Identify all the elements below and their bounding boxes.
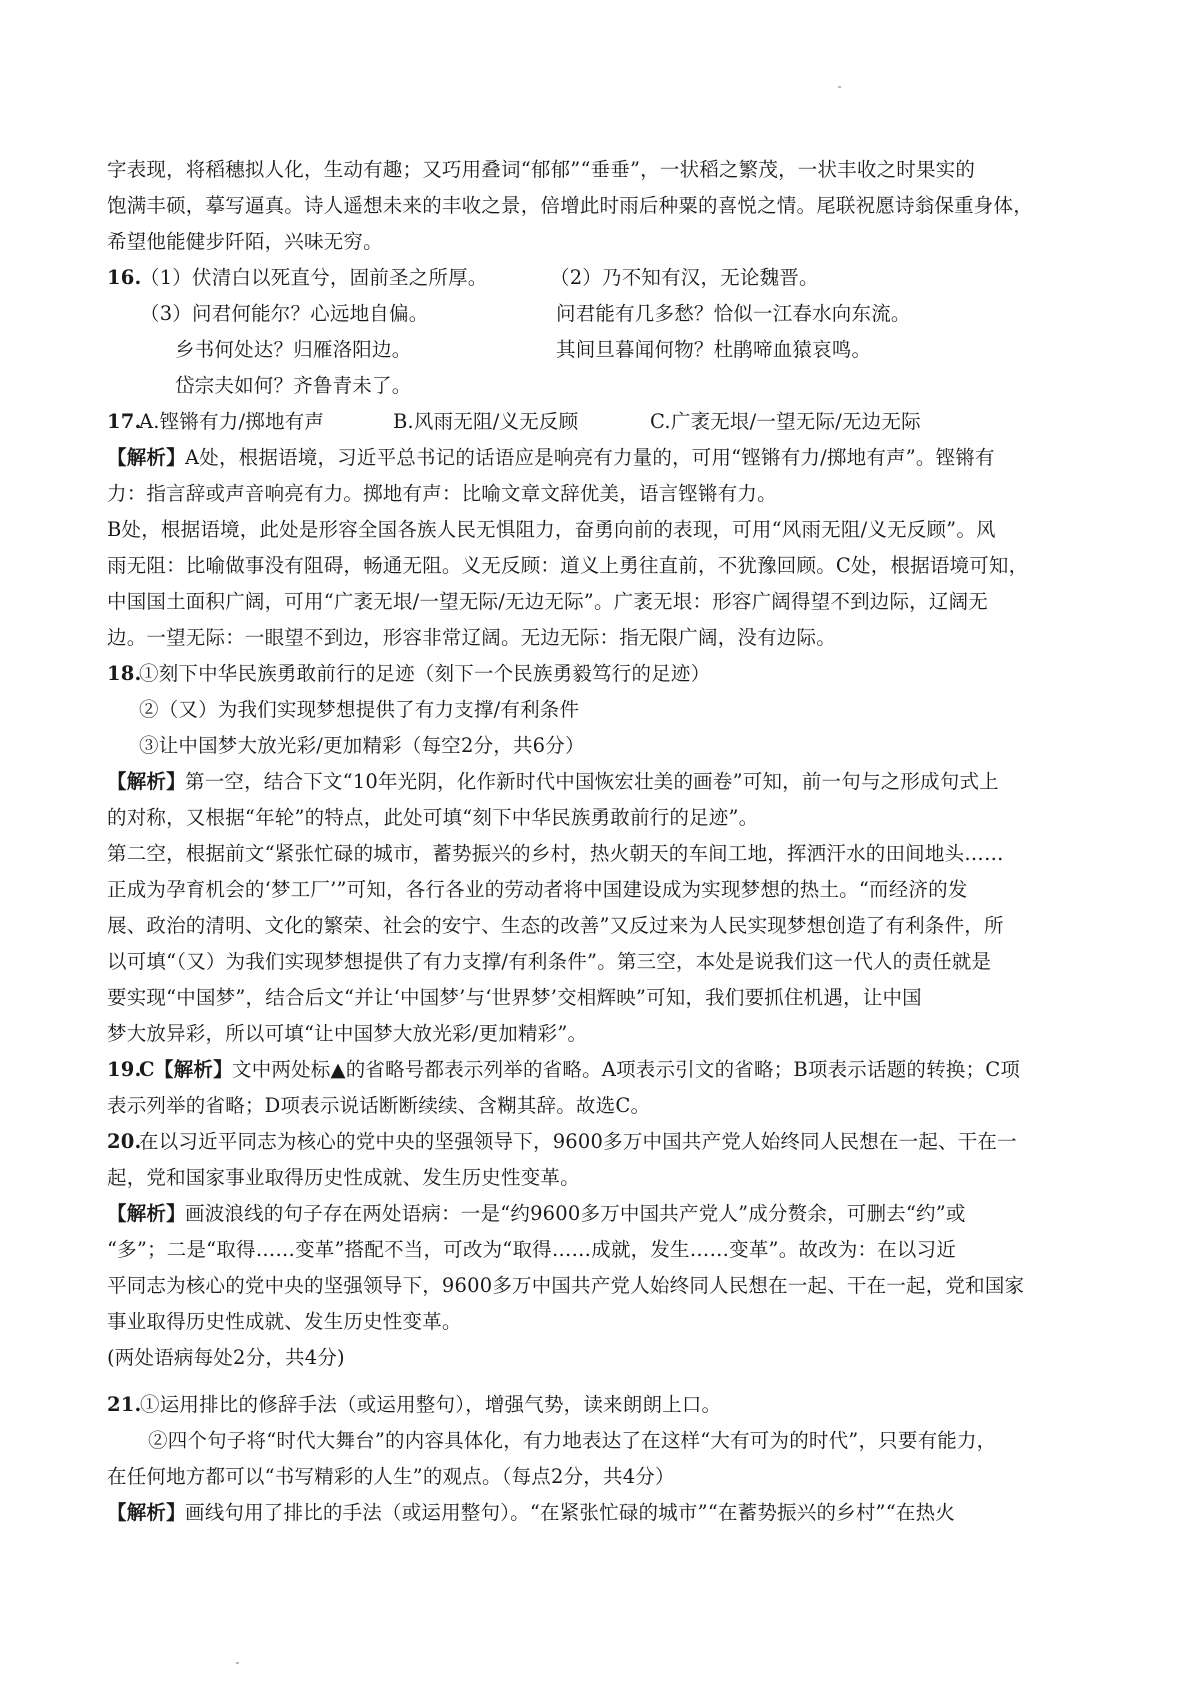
answer-line: ②四个句子将“时代大舞台”的内容具体化，有力地表达了在这样“大有可为的时代”，只要有能力， (148, 1429, 997, 1452)
answer-line: ①刻下中华民族勇敢前行的足迹（刻下一个民族勇毅笃行的足迹） (139, 662, 711, 685)
analysis-tag: 【解析】 (107, 770, 186, 793)
answer-line: ③让中国梦大放光彩/更加精彩（每空2分，共6分） (139, 734, 585, 757)
analysis-line: 的对称，又根据“年轮”的特点，此处可填“刻下中华民族勇敢前行的足迹”。 (107, 806, 759, 829)
answer-line: 在以习近平同志为核心的党中央的坚强领导下，9600多万中国共产党人始终同人民想在一起、干在一 (139, 1130, 1017, 1153)
scan-speck (838, 86, 841, 88)
analysis-tag: 【解析】 (107, 446, 186, 469)
answer-line: C.广袤无垠/一望无际/无边无际 (650, 410, 921, 433)
analysis-line: 要实现“中国梦”，结合后文“并让‘中国梦’与‘世界梦’交相辉映”可知，我们要抓住机遇，让中国 (107, 986, 922, 1009)
answer-line: ①运用排比的修辞手法（或运用整句），增强气势，读来朗朗上口。 (140, 1393, 722, 1416)
paragraph-line: 饱满丰硕，摹写逼真。诗人遥想未来的丰收之景，倍增此时雨后种粟的喜悦之情。尾联祝愿诗翁保重身体， (107, 194, 1033, 217)
analysis-line: 展、政治的清明、文化的繁荣、社会的安宁、生态的改善”又反过来为人民实现梦想创造了有利条件，所 (107, 914, 1004, 937)
answer-line: ②（又）为我们实现梦想提供了有力支撑/有利条件 (139, 698, 580, 721)
score-note: (两处语病每处2分，共4分) (107, 1346, 345, 1369)
answer-line: 问君能有几多愁？恰似一江春水向东流。 (556, 302, 911, 325)
answer-line: B.风雨无阻/义无反顾 (393, 410, 579, 433)
analysis-line: 第二空，根据前文“紧张忙碌的城市，蓄势振兴的乡村，热火朝天的车间工地，挥洒汗水的田间地头…… (107, 842, 1004, 865)
analysis-line: 正成为孕育机会的‘梦工厂’”可知，各行各业的劳动者将中国建设成为实现梦想的热土。“而经济的发 (107, 878, 968, 901)
question-number: 21. (107, 1393, 142, 1416)
analysis-line: A处，根据语境，习近平总书记的话语应是响亮有力量的，可用“铿锵有力/掷地有声”。铿锵有 (185, 446, 995, 469)
analysis-line: 画波浪线的句子存在两处语病：一是“约9600多万中国共产党人”成分赘余，可删去“约”或 (185, 1202, 966, 1225)
question-number: 16. (107, 266, 142, 289)
answer-line: （3）问君何能尔？心远地自偏。 (140, 302, 429, 325)
analysis-line: 力：指言辞或声音响亮有力。掷地有声：比喻文章文辞优美，语言铿锵有力。 (107, 482, 777, 505)
question-number: 20. (107, 1130, 142, 1153)
analysis-line: B处，根据语境，此处是形容全国各族人民无惧阻力，奋勇向前的表现，可用“风雨无阻/义无反顾”。风 (107, 518, 996, 541)
analysis-tag: 【解析】 (107, 1202, 186, 1225)
analysis-line: 以可填“（又）为我们实现梦想提供了有力支撑/有利条件”。第三空，本处是说我们这一代人的责任就是 (107, 950, 992, 973)
analysis-line: “多”；二是“取得……变革”搭配不当，可改为“取得……成就，发生……变革”。故改为：在以习近 (107, 1238, 957, 1261)
analysis-line: 第一空，结合下文“10年光阴，化作新时代中国恢宏壮美的画卷”可知，前一句与之形成句式上 (185, 770, 999, 793)
answer-line: 在任何地方都可以“书写精彩的人生”的观点。（每点2分，共4分） (107, 1465, 675, 1488)
question-number: 18. (107, 662, 142, 685)
answer-line: 其间旦暮闻何物？杜鹃啼血猿哀鸣。 (556, 338, 872, 361)
paragraph-line: 字表现，将稻穗拟人化，生动有趣；又巧用叠词“郁郁”“垂垂”，一状稻之繁茂，一状丰收之时果实的 (107, 158, 976, 181)
question-number: 17. (107, 410, 142, 433)
analysis-line: 雨无阻：比喻做事没有阻碍，畅通无阻。义无反顾：道义上勇往直前，不犹豫回顾。C处，根据语境可知， (107, 554, 1029, 577)
answer-line: （1）伏清白以死直兮，固前圣之所厚。 (140, 266, 488, 289)
scan-speck (236, 1662, 239, 1664)
analysis-line: 事业取得历史性成就、发生历史性变革。 (107, 1310, 462, 1333)
answer-line: （2）乃不知有汉，无论魏晋。 (550, 266, 819, 289)
answer-line: 起，党和国家事业取得历史性成就、发生历史性变革。 (107, 1166, 580, 1189)
answer-choice: C (139, 1058, 155, 1081)
analysis-line: 梦大放异彩，所以可填“让中国梦大放光彩/更加精彩”。 (107, 1022, 588, 1045)
analysis-tag: 【解析】 (154, 1058, 233, 1081)
analysis-line: 文中两处标▲的省略号都表示列举的省略。A项表示引文的省略；B项表示话题的转换；C项 (232, 1058, 1021, 1081)
analysis-line: 画线句用了排比的手法（或运用整句）。“在紧张忙碌的城市”“在蓄势振兴的乡村”“在热火 (185, 1501, 955, 1524)
analysis-line: 中国国土面积广阔，可用“广袤无垠/一望无际/无边无际”。广袤无垠：形容广阔得望不到边际，辽阔无 (107, 590, 988, 613)
analysis-tag: 【解析】 (107, 1501, 186, 1524)
answer-line: 乡书何处达？归雁洛阳边。 (175, 338, 412, 361)
question-number: 19. (107, 1058, 142, 1081)
analysis-line: 平同志为核心的党中央的坚强领导下，9600多万中国共产党人始终同人民想在一起、干在一起，党和国家 (107, 1274, 1025, 1297)
answer-line: A.铿锵有力/掷地有声 (139, 410, 325, 433)
answer-line: 岱宗夫如何？齐鲁青未了。 (175, 374, 412, 397)
analysis-line: 表示列举的省略；D项表示说话断断续续、含糊其辞。故选C。 (107, 1094, 651, 1117)
paragraph-line: 希望他能健步阡陌，兴味无穷。 (107, 230, 383, 253)
analysis-line: 边。一望无际：一眼望不到边，形容非常辽阔。无边无际：指无限广阔，没有边际。 (107, 626, 836, 649)
